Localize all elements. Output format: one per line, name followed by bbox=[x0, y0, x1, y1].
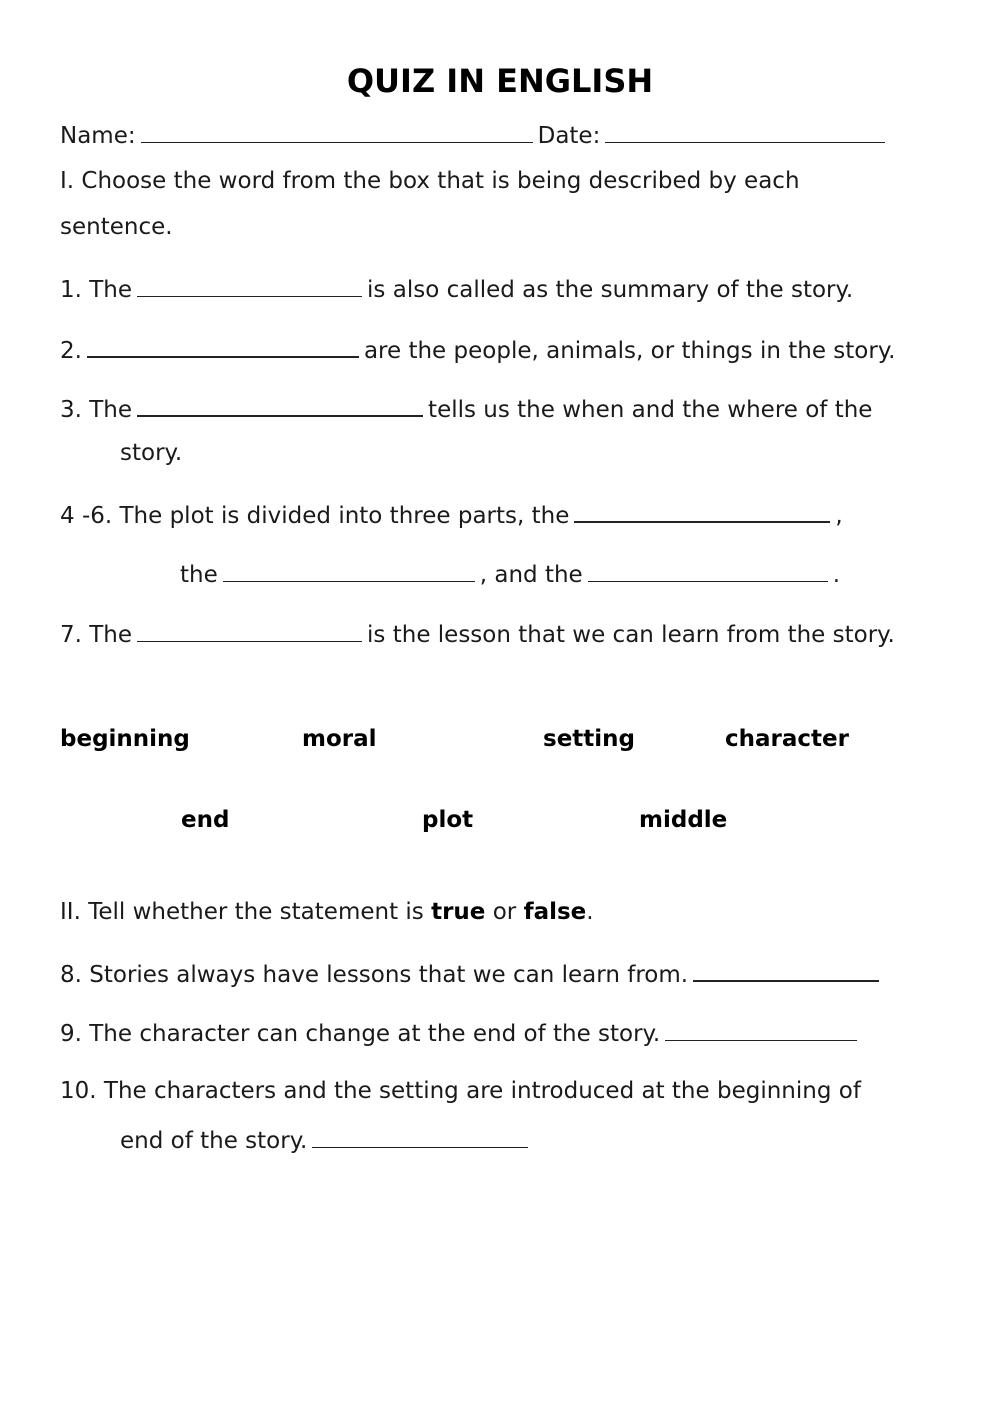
q3-continuation: story. bbox=[120, 440, 183, 466]
q10-text: end of the story. bbox=[120, 1128, 308, 1154]
part2-instruction-text: II. Tell whether the statement is bbox=[60, 899, 424, 925]
part1-instruction-line2: sentence. bbox=[60, 214, 173, 240]
name-date-row bbox=[60, 120, 890, 149]
part2-instruction bbox=[60, 899, 594, 925]
q9-answer-blank[interactable] bbox=[665, 1018, 857, 1041]
q8-answer-blank[interactable] bbox=[693, 958, 879, 982]
question-4-6-line2 bbox=[180, 559, 840, 588]
question-10-line1: 10. The characters and the setting are introduced at the beginning of bbox=[60, 1078, 861, 1104]
q6-answer-blank[interactable] bbox=[588, 559, 828, 582]
q7-answer-blank[interactable] bbox=[137, 619, 362, 642]
q4-answer-blank[interactable] bbox=[574, 499, 830, 523]
question-7 bbox=[60, 619, 895, 648]
false-keyword: false bbox=[523, 899, 587, 925]
name-label: Name: bbox=[60, 123, 136, 149]
q5-prefix: the bbox=[180, 562, 218, 588]
q8-text: 8. Stories always have lessons that we can learn from. bbox=[60, 962, 689, 988]
q4-prefix: 4 -6. The plot is divided into three parts, the bbox=[60, 503, 570, 529]
question-1 bbox=[60, 274, 853, 303]
question-4-6-line1 bbox=[60, 499, 843, 529]
q1-prefix: 1. The bbox=[60, 277, 133, 303]
name-field[interactable] bbox=[141, 120, 533, 143]
q2-prefix: 2. bbox=[60, 338, 82, 364]
word-choice: moral bbox=[302, 726, 377, 752]
word-choice: middle bbox=[639, 807, 728, 833]
word-choice: character bbox=[725, 726, 849, 752]
q2-answer-blank[interactable] bbox=[87, 334, 359, 358]
question-8 bbox=[60, 958, 884, 988]
question-10-line2 bbox=[120, 1125, 533, 1154]
q7-suffix: is the lesson that we can learn from the story. bbox=[367, 622, 895, 648]
q10-answer-blank[interactable] bbox=[312, 1125, 528, 1148]
page-title: QUIZ IN ENGLISH bbox=[346, 62, 654, 100]
q3-answer-blank[interactable] bbox=[137, 393, 423, 417]
q3-prefix: 3. The bbox=[60, 397, 133, 423]
q6-prefix: , and the bbox=[479, 562, 583, 588]
word-choice: plot bbox=[422, 807, 474, 833]
word-choice: end bbox=[181, 807, 230, 833]
part1-instruction-line1: I. Choose the word from the box that is being described by each bbox=[60, 168, 800, 194]
question-2 bbox=[60, 334, 895, 364]
q4-comma: , bbox=[835, 503, 843, 529]
question-9 bbox=[60, 1018, 862, 1047]
word-choice: setting bbox=[543, 726, 635, 752]
q6-period: . bbox=[832, 562, 841, 588]
date-label: Date: bbox=[537, 123, 601, 149]
q1-answer-blank[interactable] bbox=[137, 274, 362, 297]
q9-text: 9. The character can change at the end of the story. bbox=[60, 1021, 661, 1047]
or-word: or bbox=[492, 899, 517, 925]
date-field[interactable] bbox=[605, 120, 885, 143]
q7-prefix: 7. The bbox=[60, 622, 133, 648]
q5-answer-blank[interactable] bbox=[223, 559, 475, 582]
q1-suffix: is also called as the summary of the story. bbox=[367, 277, 854, 303]
q2-suffix: are the people, animals, or things in the story. bbox=[363, 338, 896, 364]
word-choice: beginning bbox=[60, 726, 190, 752]
part2-instruction-period: . bbox=[586, 899, 594, 925]
q3-suffix: tells us the when and the where of the bbox=[428, 397, 873, 423]
true-keyword: true bbox=[431, 899, 486, 925]
question-3 bbox=[60, 393, 872, 423]
